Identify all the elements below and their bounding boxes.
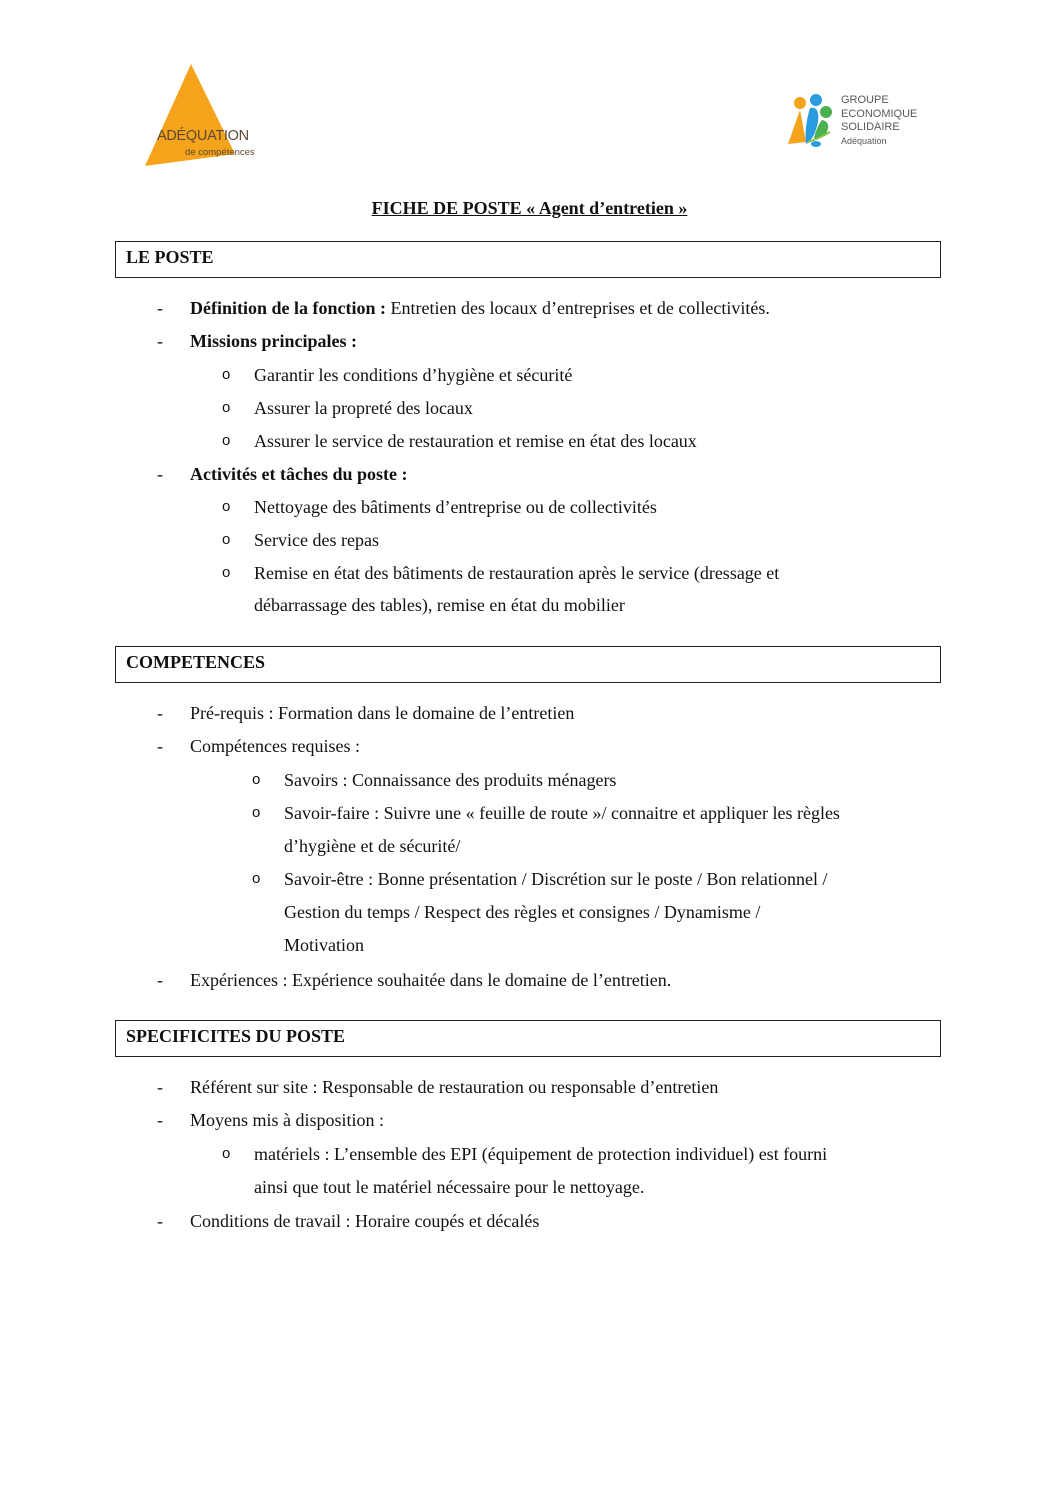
people-logo-icon — [786, 92, 836, 150]
dash-bullet: - — [157, 736, 163, 756]
list-item: Moyens mis à disposition : — [190, 1110, 385, 1130]
list-subitem-continuation: débarrassage des tables), remise en état du mobilier — [254, 595, 625, 615]
list-subitem: Savoirs : Connaissance des produits ménagers — [284, 770, 617, 790]
page-title: FICHE DE POSTE « Agent d’entretien » — [371, 198, 688, 218]
circle-bullet: o — [222, 564, 231, 581]
section-heading-specificites — [115, 1020, 941, 1057]
list-subitem: Assurer la propreté des locaux — [254, 398, 473, 418]
dash-bullet: - — [157, 1077, 163, 1097]
section-title: SPECIFICITES DU POSTE — [126, 1026, 346, 1046]
circle-bullet: o — [222, 531, 231, 548]
circle-bullet: o — [222, 1145, 231, 1162]
circle-bullet: o — [252, 804, 261, 821]
dash-bullet: - — [157, 970, 163, 990]
list-subitem: Savoir-faire : Suivre une « feuille de route »/ connaitre et appliquer les règles — [284, 803, 840, 823]
list-subitem-continuation: d’hygiène et de sécurité/ — [284, 836, 461, 856]
list-item — [190, 330, 357, 352]
section-heading-competences — [115, 646, 941, 683]
list-subitem-continuation: Gestion du temps / Respect des règles et consignes / Dynamisme / — [284, 902, 761, 922]
dash-bullet: - — [157, 464, 163, 484]
list-subitem: Nettoyage des bâtiments d’entreprise ou de collectivités — [254, 497, 657, 517]
adequation-logo — [143, 62, 268, 172]
dash-bullet: - — [157, 1211, 163, 1231]
circle-bullet: o — [222, 498, 231, 515]
list-subitem-continuation: Motivation — [284, 935, 364, 955]
list-subitem: Savoir-être : Bonne présentation / Discrétion sur le poste / Bon relationnel / — [284, 869, 828, 889]
logo-tagline: de compétences — [185, 147, 255, 158]
item-label: Activités et tâches du poste : — [190, 464, 408, 484]
dash-bullet: - — [157, 703, 163, 723]
list-item: Référent sur site : Responsable de restauration ou responsable d’entretien — [190, 1077, 719, 1097]
section-title: COMPETENCES — [126, 652, 266, 672]
item-label: Définition de la fonction : — [190, 298, 386, 318]
circle-bullet: o — [222, 366, 231, 383]
section-heading-le-poste — [115, 241, 941, 278]
circle-bullet: o — [252, 771, 261, 788]
logo-line-3: SOLIDAIRE — [841, 121, 900, 133]
list-subitem: Assurer le service de restauration et remise en état des locaux — [254, 431, 697, 451]
dash-bullet: - — [157, 1110, 163, 1130]
item-text: Entretien des locaux d’entreprises et de collectivités. — [386, 298, 770, 318]
circle-bullet: o — [222, 399, 231, 416]
dash-bullet: - — [157, 331, 163, 351]
circle-bullet: o — [252, 870, 261, 887]
list-subitem: Remise en état des bâtiments de restauration après le service (dressage et — [254, 563, 780, 583]
dash-bullet: - — [157, 298, 163, 318]
list-item — [190, 463, 407, 485]
list-subitem-continuation: ainsi que tout le matériel nécessaire pour le nettoyage. — [254, 1177, 645, 1197]
logo-line-2: ECONOMIQUE — [841, 107, 918, 120]
list-item: Compétences requises : — [190, 736, 360, 756]
list-subitem: Garantir les conditions d’hygiène et sécurité — [254, 365, 573, 385]
groupe-economique-logo — [786, 92, 936, 152]
logo-brand-name: ADÉQUATION — [157, 128, 249, 144]
list-item: Expériences : Expérience souhaitée dans le domaine de l’entretien. — [190, 970, 672, 990]
list-subitem: Service des repas — [254, 530, 379, 550]
logo-line-1: GROUPE — [841, 94, 889, 106]
circle-bullet: o — [222, 432, 231, 449]
list-subitem: matériels : L’ensemble des EPI (équipement de protection individuel) est fourni — [254, 1144, 828, 1164]
logo-text — [841, 94, 917, 147]
list-item: Conditions de travail : Horaire coupés et décalés — [190, 1211, 540, 1231]
list-item — [190, 297, 770, 319]
section-title: LE POSTE — [126, 247, 214, 267]
logo-line-4: Adéquation — [841, 135, 887, 146]
item-label: Missions principales : — [190, 331, 358, 351]
list-item: Pré-requis : Formation dans le domaine de l’entretien — [190, 703, 575, 723]
